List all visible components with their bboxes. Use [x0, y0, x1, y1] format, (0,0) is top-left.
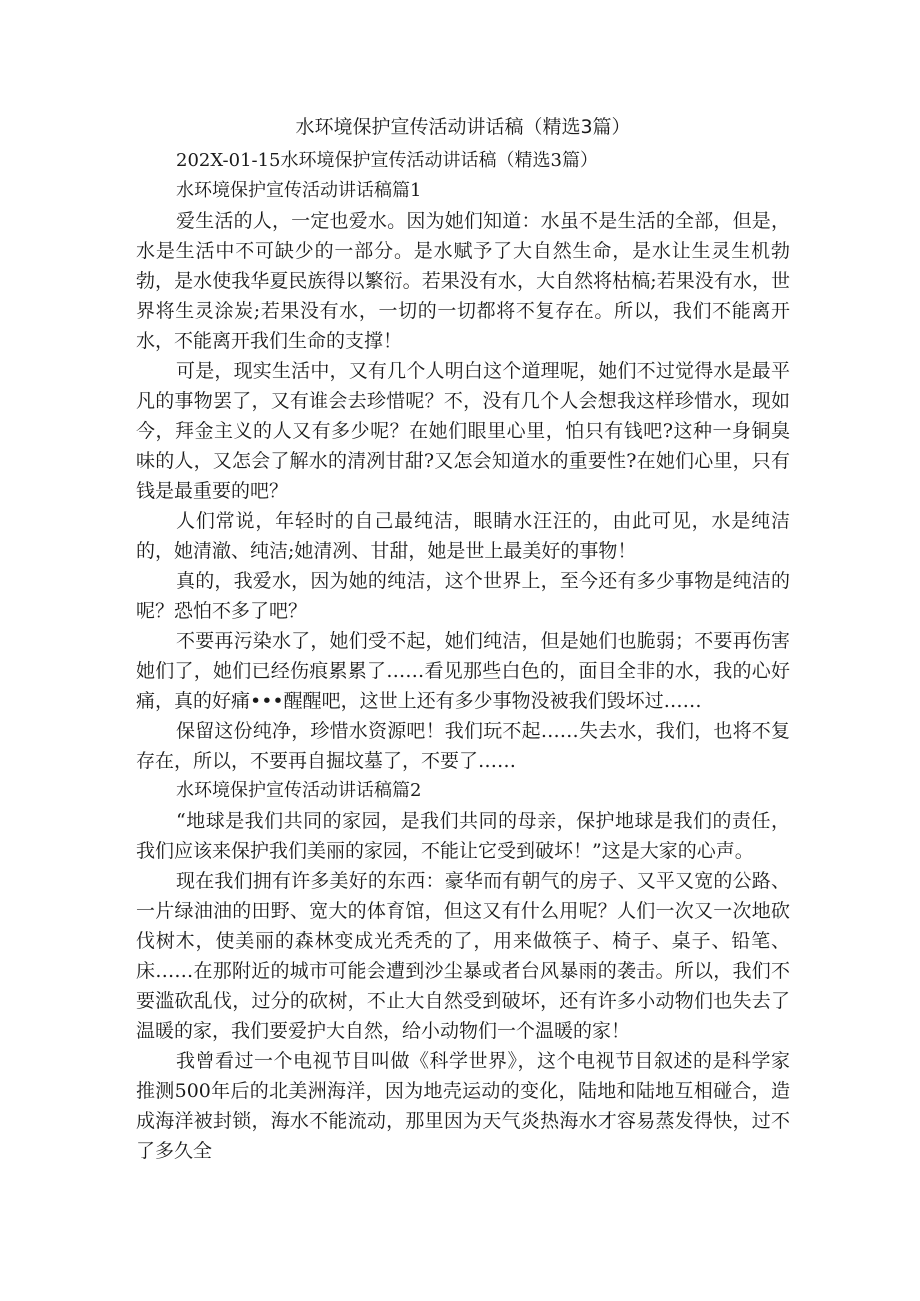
- document-date-line: 202X-01-15水环境保护宣传活动讲话稿（精选3篇）: [176, 150, 598, 171]
- paragraph: 爱生活的人，一定也爱水。因为她们知道：水虽不是生活的全部，但是，水是生活中不可缺少的一部分。是水赋予了大自然生命，是水让生灵生机勃勃，是水使我华夏民族得以繁衍。若果没有水，大自然将枯槁;若果没有水，世界将生灵涂炭;若果没有水，一切的一切都将不复存在。所以，我们不能离开水，不能离开我们生命的支撑！: [136, 210, 790, 352]
- paragraph: 保留这份纯净，珍惜水资源吧！我们玩不起……失去水，我们，也将不复存在，所以，不要再自掘坟墓了，不要了……: [136, 720, 790, 772]
- section-heading-2: 水环境保护宣传活动讲话稿篇2: [176, 780, 422, 801]
- paragraph: 可是，现实生活中，又有几个人明白这个道理呢，她们不过觉得水是最平凡的事物罢了，又有谁会去珍惜呢？不，没有几个人会想我这样珍惜水，现如今，拜金主义的人又有多少呢？在她们眼里心里，怕只有钱吧?这种一身铜臭味的人，又怎会了解水的清冽甘甜?又怎会知道水的重要性?在她们心里，只有钱是最重要的吧？: [136, 360, 790, 502]
- document-title: 水环境保护宣传活动讲话稿（精选3篇）: [295, 116, 631, 138]
- document-body: [136, 112, 790, 1166]
- paragraph: “地球是我们共同的家园，是我们共同的母亲，保护地球是我们的责任，我们应该来保护我们美丽的家园，不能让它受到破坏！”这是大家的心声。: [136, 810, 790, 862]
- section-heading-1: 水环境保护宣传活动讲话稿篇1: [176, 180, 422, 201]
- paragraph: 真的，我爱水，因为她的纯洁，这个世界上，至今还有多少事物是纯洁的呢？恐怕不多了吧？: [136, 570, 790, 622]
- paragraph: 现在我们拥有许多美好的东西：豪华而有朝气的房子、又平又宽的公路、一片绿油油的田野、宽大的体育馆，但这又有什么用呢？人们一次又一次地砍伐树木，使美丽的森林变成光秃秃的了，用来做筷子、椅子、桌子、铅笔、床……在那附近的城市可能会遭到沙尘暴或者台风暴雨的袭击。所以，我们不要滥砍乱伐，过分的砍树，不止大自然受到破坏，还有许多小动物们也失去了温暖的家，我们要爱护大自然，给小动物们一个温暖的家！: [136, 870, 790, 1042]
- paragraph: 不要再污染水了，她们受不起，她们纯洁，但是她们也脆弱；不要再伤害她们了，她们已经伤痕累累了……看见那些白色的，面目全非的水，我的心好痛，真的好痛•••醒醒吧，这世上还有多少事物没被我们毁坏过……: [136, 630, 790, 712]
- paragraph: 人们常说，年轻时的自己最纯洁，眼睛水汪汪的，由此可见，水是纯洁的，她清澈、纯洁;她清冽、甘甜，她是世上最美好的事物！: [136, 510, 790, 562]
- paragraph: 我曾看过一个电视节目叫做《科学世界》，这个电视节目叙述的是科学家推测500年后的北美洲海洋，因为地壳运动的变化，陆地和陆地互相碰合，造成海洋被封锁，海水不能流动，那里因为天气炎热海水才容易蒸发得快，过不了多久全: [136, 1050, 790, 1162]
